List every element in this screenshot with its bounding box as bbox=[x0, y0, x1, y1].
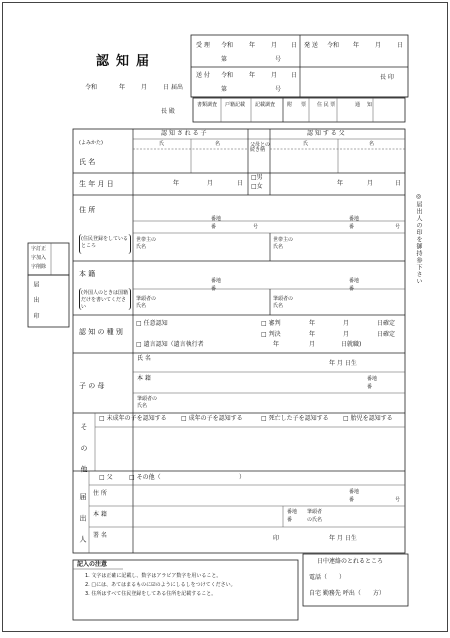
applicant-address-label: 住 所 bbox=[93, 490, 107, 497]
stamp-correction: 字訂正 bbox=[31, 246, 47, 252]
applicant-head-label: の氏名 bbox=[307, 517, 323, 523]
recognition-type-label: 認 知 の 種 別 bbox=[79, 328, 123, 336]
child-birth-month: 月 bbox=[207, 180, 214, 187]
sent-era: 令和 bbox=[327, 42, 340, 49]
will-year: 年 bbox=[273, 341, 280, 348]
child-birth-day: 日 bbox=[237, 180, 244, 187]
applicant-other-close: ） bbox=[239, 474, 246, 481]
date-month: 月 bbox=[141, 84, 148, 91]
father-birth-month: 月 bbox=[367, 180, 374, 187]
deceased-child-checkbox[interactable]: □ 死亡した子を認知する bbox=[261, 415, 329, 422]
applicant-honseki-ban: 番 bbox=[287, 517, 293, 523]
accepted-label: 受 理 bbox=[196, 42, 210, 49]
fetus-checkbox[interactable]: □ 胎児を認知する bbox=[343, 415, 393, 422]
father-address-go: 号 bbox=[395, 224, 401, 230]
note-item-2: 2. □には、あてはまるものに☑のようにしるしをつけてください。 bbox=[85, 582, 236, 588]
recognition-form bbox=[2, 2, 448, 632]
mother-label: 子 の 母 bbox=[79, 382, 105, 390]
contact-options: 自宅 勤務先 呼出（ 方） bbox=[309, 590, 385, 597]
father-address-ban: 番 bbox=[349, 224, 355, 230]
stamp-deletion: 字削除 bbox=[31, 264, 47, 270]
date-submitted: 届出 bbox=[171, 84, 184, 91]
child-address-ban: 番 bbox=[211, 224, 217, 230]
judgment-checkbox[interactable]: □ 判決 bbox=[261, 331, 281, 338]
father-header: 認 知 す る 父 bbox=[307, 130, 345, 137]
name-label: 氏 名 bbox=[79, 158, 96, 166]
address-note: (住民登録をしているところ bbox=[81, 236, 128, 249]
sent-label: 発 送 bbox=[304, 42, 318, 49]
note-item-3: 3. 住所はすべて住民登録をしてある住所を記載すること。 bbox=[85, 591, 217, 597]
delivered-era: 令和 bbox=[221, 72, 234, 79]
contact-phone: 電話（ ） bbox=[309, 574, 346, 581]
adult-child-checkbox[interactable]: □ 成年の子を認知する bbox=[181, 415, 243, 422]
applicant-go: 号 bbox=[395, 497, 401, 503]
judgment-year: 年 bbox=[309, 331, 316, 338]
father-birth-year: 年 bbox=[337, 180, 344, 187]
applicant-seal: 印 bbox=[273, 535, 280, 542]
trial-year: 年 bbox=[309, 320, 316, 327]
applicant-banchi: 番地 bbox=[349, 489, 360, 495]
father-surname-label: 氏 bbox=[303, 141, 309, 147]
father-honseki-banchi: 番地 bbox=[349, 278, 360, 284]
sent-year: 年 bbox=[353, 42, 360, 49]
will-day: 日就職) bbox=[341, 341, 362, 348]
mother-name-label: 氏 名 bbox=[137, 355, 151, 362]
chief-seal: 長 印 bbox=[380, 74, 394, 81]
form-grid bbox=[3, 3, 448, 632]
furigana-label: (よみかた) bbox=[79, 140, 103, 146]
father-address-banchi: 番地 bbox=[349, 216, 360, 222]
child-given-label: 名 bbox=[215, 141, 221, 147]
seal-label: 届 出 印 bbox=[32, 281, 39, 323]
form-title: 認知届 bbox=[96, 54, 157, 69]
child-header: 認 知 さ れ る 子 bbox=[161, 130, 207, 137]
delivered-month: 月 bbox=[271, 72, 278, 79]
contact-title: 日中連絡のとれるところ bbox=[317, 558, 384, 565]
check-tsu: 通 bbox=[355, 102, 361, 108]
check-entry: 記載調査 bbox=[255, 102, 276, 108]
female-checkbox[interactable]: □女 bbox=[251, 183, 263, 190]
check-chi: 知 bbox=[367, 102, 373, 108]
applicant-head-prefix: 筆頭者 bbox=[307, 509, 323, 515]
check-fu: 附 bbox=[287, 102, 293, 108]
mother-banchi: 番地 bbox=[367, 376, 378, 382]
trial-checkbox[interactable]: □ 審判 bbox=[261, 320, 281, 327]
applicant-other-checkbox[interactable]: □ その他（ bbox=[129, 474, 161, 481]
voluntary-checkbox[interactable]: □ 任意認知 bbox=[136, 320, 168, 327]
delivered-go: 号 bbox=[275, 86, 282, 93]
mother-head-label: 筆頭者の氏名 bbox=[137, 396, 158, 409]
trial-month: 月 bbox=[343, 320, 350, 327]
delivered-day: 日 bbox=[291, 72, 298, 79]
check-hyo: 票 bbox=[301, 102, 307, 108]
minor-child-checkbox[interactable]: □ 未成年の子を認知する bbox=[99, 415, 167, 422]
delivered-year: 年 bbox=[249, 72, 256, 79]
child-honseki-ban: 番 bbox=[211, 286, 217, 292]
birth-label: 生 年 月 日 bbox=[79, 180, 114, 188]
applicant-signature-label: 署 名 bbox=[93, 532, 107, 539]
accepted-go: 号 bbox=[275, 56, 282, 63]
applicant-honseki-banchi: 番地 bbox=[287, 509, 298, 515]
child-household-head: 世帯主の氏名 bbox=[136, 237, 157, 250]
other-label: そ の 他 bbox=[80, 423, 88, 479]
accepted-day: 日 bbox=[291, 42, 298, 49]
applicant-label: 届 出 人 bbox=[79, 493, 87, 549]
accepted-month: 月 bbox=[271, 42, 278, 49]
applicant-honseki-label: 本 籍 bbox=[93, 511, 107, 518]
delivered-no: 第 bbox=[221, 86, 228, 93]
will-month: 月 bbox=[309, 341, 316, 348]
father-household-head: 世帯主の氏名 bbox=[273, 237, 294, 250]
honseki-label: 本 籍 bbox=[79, 270, 96, 278]
date-era: 令和 bbox=[85, 84, 98, 91]
child-head-of-family: 筆頭者の氏名 bbox=[136, 296, 157, 309]
father-head-of-family: 筆頭者の氏名 bbox=[273, 296, 294, 309]
address-label: 住 所 bbox=[79, 206, 96, 214]
check-docs: 書類調査 bbox=[197, 102, 218, 108]
accepted-year: 年 bbox=[249, 42, 256, 49]
check-registry: 戸籍記載 bbox=[225, 102, 246, 108]
mother-honseki-label: 本 籍 bbox=[137, 375, 151, 382]
accepted-no: 第 bbox=[221, 56, 228, 63]
judgment-day: 日確定 bbox=[377, 331, 396, 338]
child-surname-label: 氏 bbox=[159, 141, 165, 147]
accepted-era: 令和 bbox=[221, 42, 234, 49]
trial-day: 日確定 bbox=[377, 320, 396, 327]
child-birth-year: 年 bbox=[173, 180, 180, 187]
father-honseki-ban: 番 bbox=[349, 286, 355, 292]
addressee: 長 殿 bbox=[161, 108, 175, 115]
seal-reminder: ◎届出人の印を御持参下さい bbox=[415, 193, 422, 285]
father-birth-day: 日 bbox=[395, 180, 402, 187]
date-year: 年 bbox=[119, 84, 126, 91]
child-address-banchi: 番地 bbox=[211, 216, 222, 222]
relation-label: 父母との続き柄 bbox=[250, 142, 271, 153]
applicant-birth: 年 月 日生 bbox=[329, 535, 357, 542]
delivered-label: 送 付 bbox=[196, 72, 210, 79]
applicant-father-checkbox[interactable]: □ 父 bbox=[99, 474, 113, 481]
applicant-ban: 番 bbox=[349, 497, 355, 503]
child-address-go: 号 bbox=[253, 224, 259, 230]
check-juminhyo: 住 民 票 bbox=[317, 102, 336, 108]
judgment-month: 月 bbox=[343, 331, 350, 338]
date-day: 日 bbox=[163, 84, 170, 91]
mother-birth: 年 月 日生 bbox=[329, 360, 357, 367]
male-checkbox[interactable]: □男 bbox=[251, 174, 263, 181]
note-item-1: 1. 文字は正確に記載し、数字はアラビア数字を用いること。 bbox=[85, 573, 222, 579]
honseki-note: (外国人のときは国籍だけを書いてください bbox=[81, 290, 128, 310]
mother-ban: 番 bbox=[367, 384, 373, 390]
will-checkbox[interactable]: □ 遺言認知（遺言執行者 bbox=[136, 341, 204, 348]
father-given-label: 名 bbox=[369, 141, 375, 147]
sent-month: 月 bbox=[375, 42, 382, 49]
child-honseki-banchi: 番地 bbox=[211, 278, 222, 284]
sent-day: 日 bbox=[397, 42, 404, 49]
notes-title: 記入の注意 bbox=[77, 561, 108, 568]
stamp-addition: 字加入 bbox=[31, 255, 47, 261]
